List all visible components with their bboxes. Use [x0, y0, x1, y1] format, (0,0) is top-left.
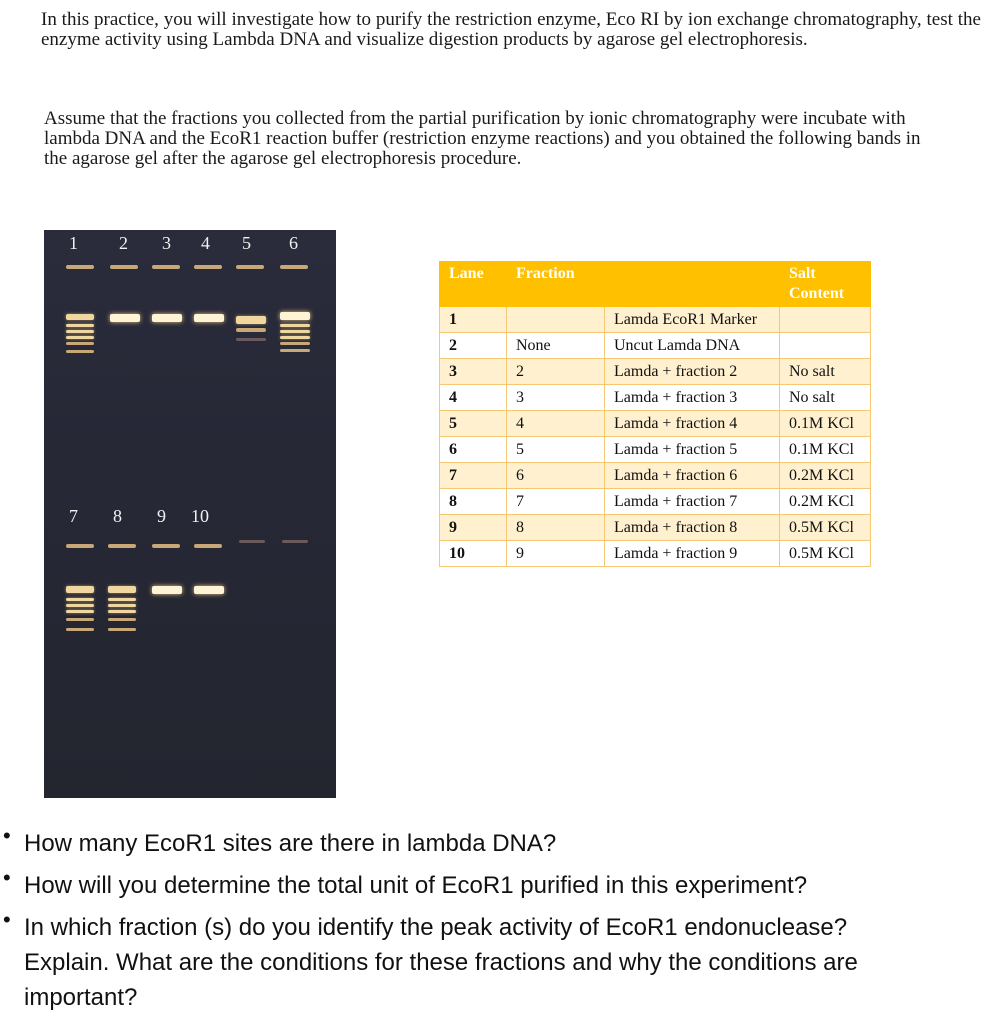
description-cell: Lamda + fraction 9	[605, 541, 780, 567]
lane-label-8: 8	[113, 506, 122, 526]
gel-band	[66, 604, 94, 607]
fraction-cell: 3	[507, 385, 605, 411]
col-header-lane: Lane	[440, 262, 507, 307]
gel-band	[108, 610, 136, 613]
table-row	[440, 411, 871, 437]
lane-cell: 1	[440, 307, 507, 333]
gel-band	[66, 265, 94, 269]
gel-band	[108, 618, 136, 621]
question-text: How will you determine the total unit of EcoR1 purified in this experiment?	[24, 872, 808, 899]
salt-cell: 0.1M KCl	[780, 437, 871, 463]
col-header-salt-content: Salt Content	[780, 262, 871, 307]
gel-band	[66, 336, 94, 339]
lane-cell: 10	[440, 541, 507, 567]
question-text: How many EcoR1 sites are there in lambda DNA?	[24, 830, 557, 857]
fraction-cell: 6	[507, 463, 605, 489]
table-row	[440, 437, 871, 463]
col-header-fraction: Fraction	[507, 262, 605, 307]
gel-band	[152, 314, 182, 322]
table-row	[440, 489, 871, 515]
lane-cell: 2	[440, 333, 507, 359]
description-cell: Lamda + fraction 8	[605, 515, 780, 541]
description-cell: Lamda + fraction 6	[605, 463, 780, 489]
gel-band	[152, 265, 180, 269]
gel-band	[66, 314, 94, 320]
gel-band	[280, 324, 310, 327]
fraction-cell: 7	[507, 489, 605, 515]
gel-band	[236, 265, 264, 269]
fraction-cell: 8	[507, 515, 605, 541]
lane-cell: 9	[440, 515, 507, 541]
gel-band	[280, 336, 310, 339]
gel-band	[66, 342, 94, 345]
lane-label-6: 6	[289, 233, 298, 253]
salt-cell	[780, 333, 871, 359]
table-row	[440, 541, 871, 567]
table-header-row	[440, 262, 871, 307]
gel-band	[152, 544, 180, 548]
gel-band	[236, 328, 266, 332]
gel-band	[108, 586, 136, 593]
gel-band	[66, 350, 94, 353]
fraction-cell: 4	[507, 411, 605, 437]
gel-band	[66, 586, 94, 593]
salt-cell: 0.5M KCl	[780, 515, 871, 541]
lane-fraction-table	[439, 261, 871, 567]
gel-band	[280, 312, 310, 320]
gel-band	[280, 330, 310, 333]
gel-band	[66, 610, 94, 613]
lane-label-2: 2	[119, 233, 128, 253]
gel-band	[66, 618, 94, 621]
fraction-cell: 9	[507, 541, 605, 567]
salt-cell: 0.2M KCl	[780, 463, 871, 489]
fraction-cell	[507, 307, 605, 333]
bullet-icon: •	[3, 823, 11, 848]
salt-cell: No salt	[780, 359, 871, 385]
bullet-icon: •	[3, 907, 11, 932]
gel-band	[108, 544, 136, 548]
table-row	[440, 463, 871, 489]
description-cell: Lamda + fraction 2	[605, 359, 780, 385]
gel-band	[280, 349, 310, 352]
gel-band	[66, 544, 94, 548]
gel-band	[236, 316, 266, 324]
question-item	[0, 907, 904, 1015]
table-row	[440, 515, 871, 541]
gel-band	[110, 314, 140, 322]
salt-cell: 0.2M KCl	[780, 489, 871, 515]
gel-band	[194, 265, 222, 269]
question-item	[0, 865, 994, 903]
gel-band	[194, 586, 224, 594]
salt-cell: 0.1M KCl	[780, 411, 871, 437]
lane-cell: 3	[440, 359, 507, 385]
salt-cell: No salt	[780, 385, 871, 411]
col-header-description	[605, 262, 780, 307]
intro-paragraph: In this practice, you will investigate how to purify the restriction enzyme, Eco RI by ion exchange chromatography, test the enzyme activity using Lambda DNA and visualize digestion products by agarose gel electrophoresis.	[41, 9, 981, 50]
lane-label-4: 4	[201, 233, 210, 253]
gel-band	[280, 342, 310, 345]
gel-band	[66, 628, 94, 631]
fraction-cell: 2	[507, 359, 605, 385]
lane-cell: 5	[440, 411, 507, 437]
lane-label-9: 9	[157, 506, 166, 526]
lane-cell: 6	[440, 437, 507, 463]
table-row	[440, 359, 871, 385]
question-item	[0, 823, 994, 861]
agarose-gel-image	[44, 230, 336, 798]
gel-band	[239, 540, 265, 543]
description-cell: Lamda + fraction 3	[605, 385, 780, 411]
description-cell: Uncut Lamda DNA	[605, 333, 780, 359]
description-cell: Lamda + fraction 4	[605, 411, 780, 437]
gel-band	[110, 265, 138, 269]
table-row	[440, 385, 871, 411]
gel-band	[66, 330, 94, 333]
gel-band	[152, 586, 182, 594]
gel-band	[236, 338, 266, 341]
lane-cell: 8	[440, 489, 507, 515]
gel-band	[194, 544, 222, 548]
table-row	[440, 333, 871, 359]
lane-cell: 4	[440, 385, 507, 411]
lane-label-1: 1	[69, 233, 78, 253]
fraction-cell: 5	[507, 437, 605, 463]
lane-label-3: 3	[162, 233, 171, 253]
gel-band	[108, 604, 136, 607]
gel-band	[280, 265, 308, 269]
lane-label-10: 10	[191, 506, 209, 526]
gel-band	[66, 324, 94, 327]
salt-cell	[780, 307, 871, 333]
gel-band	[108, 598, 136, 601]
gel-band	[66, 598, 94, 601]
salt-cell: 0.5M KCl	[780, 541, 871, 567]
lane-label-5: 5	[242, 233, 251, 253]
table-row	[440, 307, 871, 333]
assumption-paragraph: Assume that the fractions you collected from the partial purification by ionic chromatography were incubate with lambda DNA and the EcoR1 reaction buffer (restriction enzyme reactions) and you obtained the following bands in the agarose gel after the agarose gel electrophoresis procedure.	[44, 108, 921, 169]
gel-band	[108, 628, 136, 631]
description-cell: Lamda + fraction 5	[605, 437, 780, 463]
gel-band	[282, 540, 308, 543]
description-cell: Lamda + fraction 7	[605, 489, 780, 515]
question-list	[0, 823, 994, 1015]
description-cell: Lamda EcoR1 Marker	[605, 307, 780, 333]
lane-cell: 7	[440, 463, 507, 489]
question-text: In which fraction (s) do you identify the peak activity of EcoR1 endonuclease? Explain. What are the conditions for these fractions and why the conditions are important?	[24, 914, 858, 1011]
bullet-icon: •	[3, 865, 11, 890]
gel-band	[194, 314, 224, 322]
lane-label-7: 7	[69, 506, 78, 526]
fraction-cell: None	[507, 333, 605, 359]
